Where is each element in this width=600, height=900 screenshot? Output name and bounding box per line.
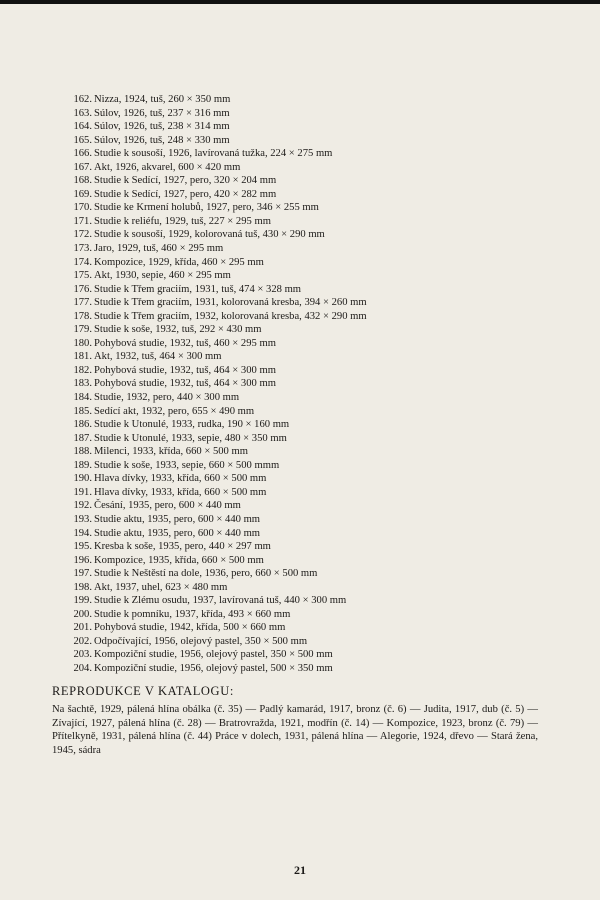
catalog-entry xyxy=(60,648,580,662)
catalog-entry-text: Studie k pomníku, 1937, křída, 493 × 660 mm xyxy=(94,608,291,620)
catalog-entry xyxy=(60,594,580,608)
catalog-entry-number: 183. xyxy=(73,378,92,390)
catalog-entry-number: 191. xyxy=(73,486,92,498)
catalog-entry-number: 171. xyxy=(73,215,92,227)
catalog-entry-text: Studie k soše, 1933, sepie, 660 × 500 mmm xyxy=(94,459,280,471)
catalog-entry-text: Pohybová studie, 1932, tuš, 460 × 295 mm xyxy=(94,337,276,349)
catalog-entry-number: 195. xyxy=(73,541,92,553)
catalog-entry-number: 172. xyxy=(73,229,92,241)
catalog-entry-text: Súlov, 1926, tuš, 248 × 330 mm xyxy=(94,134,230,146)
catalog-entry-text: Pohybová studie, 1932, tuš, 464 × 300 mm xyxy=(94,364,276,376)
catalog-entry-text: Studie k Utonulé, 1933, rudka, 190 × 160 mm xyxy=(94,419,290,431)
catalog-entry xyxy=(60,486,580,500)
catalog-entry-text: Súlov, 1926, tuš, 237 × 316 mm xyxy=(94,107,230,119)
reproductions-text: Na šachtě, 1929, pálená hlína obálka (č. 35) — Padlý kamarád, 1917, bronz (č. 6) — Judita, 1917, dub (č. 5) — Zívající, 1927, pálená hlína (č. 28) — Bratrovražda, 1921, modřín (č. 14) — Kompozice, 1923, bronz (č. 79) — Přítelkyně, 1931, pálená hlína (č. 44) Práce v dolech, 1931, pálená hlína — Alegorie, 1924, dřevo — Stará žena, 1945, sádra xyxy=(52,704,538,756)
catalog-entry-number: 168. xyxy=(73,175,92,187)
catalog-entry xyxy=(60,405,580,419)
catalog-entry-text: Studie k sousoší, 1929, kolorovaná tuš, 430 × 290 mm xyxy=(94,229,325,241)
catalog-entry-number: 199. xyxy=(73,595,92,607)
catalog-entry-number: 185. xyxy=(73,405,92,417)
catalog-list xyxy=(60,93,580,676)
page-number: 21 xyxy=(294,863,306,877)
catalog-entry-number: 176. xyxy=(73,283,92,295)
catalog-entry-number: 170. xyxy=(73,202,92,214)
catalog-entry-text: Hlava dívky, 1933, křída, 660 × 500 mm xyxy=(94,486,267,498)
catalog-entry xyxy=(60,256,580,270)
catalog-entry-text: Sedící akt, 1932, pero, 655 × 490 mm xyxy=(94,405,255,417)
catalog-entry xyxy=(60,364,580,378)
catalog-entry xyxy=(60,459,580,473)
catalog-entry xyxy=(60,499,580,513)
catalog-entry-text: Studie k soše, 1932, tuš, 292 × 430 mm xyxy=(94,324,262,336)
catalog-entry-text: Česání, 1935, pero, 600 × 440 mm xyxy=(94,500,241,512)
catalog-entry xyxy=(60,608,580,622)
catalog-entry-number: 189. xyxy=(73,459,92,471)
catalog-entry-text: Akt, 1937, uhel, 623 × 480 mm xyxy=(94,581,228,593)
catalog-entry xyxy=(60,296,580,310)
catalog-entry-text: Nizza, 1924, tuš, 260 × 350 mm xyxy=(94,94,231,105)
catalog-entry-number: 165. xyxy=(73,134,92,146)
catalog-entry-number: 187. xyxy=(73,432,92,444)
catalog-entry xyxy=(60,269,580,283)
catalog-entry xyxy=(60,581,580,595)
catalog-entry-text: Studie aktu, 1935, pero, 600 × 440 mm xyxy=(94,527,261,539)
catalog-entry xyxy=(60,107,580,121)
catalog-entry-text: Kompozice, 1935, křída, 660 × 500 mm xyxy=(94,554,264,566)
catalog-entry xyxy=(60,134,580,148)
catalog-entry-number: 177. xyxy=(73,297,92,309)
catalog-entry xyxy=(60,377,580,391)
catalog-entry-text: Pohybová studie, 1942, křída, 500 × 660 mm xyxy=(94,622,286,634)
top-edge-bar xyxy=(0,0,600,4)
catalog-entry xyxy=(60,567,580,581)
catalog-entry-text: Akt, 1926, akvarel, 600 × 420 mm xyxy=(94,161,241,173)
catalog-entry xyxy=(60,554,580,568)
catalog-entry-number: 186. xyxy=(73,419,92,431)
catalog-entry-text: Kompoziční studie, 1956, olejový pastel, 500 × 350 mm xyxy=(94,662,333,674)
catalog-entry xyxy=(60,391,580,405)
catalog-entry xyxy=(60,188,580,202)
catalog-entry xyxy=(60,283,580,297)
reproductions-heading: REPRODUKCE V KATALOGU: xyxy=(52,684,234,698)
catalog-entry-text: Studie, 1932, pero, 440 × 300 mm xyxy=(94,392,240,404)
catalog-entry-text: Súlov, 1926, tuš, 238 × 314 mm xyxy=(94,121,230,133)
catalog-entry-text: Odpočívající, 1956, olejový pastel, 350 × 500 mm xyxy=(94,635,308,647)
catalog-entry-number: 203. xyxy=(73,649,92,661)
catalog-entry-number: 201. xyxy=(73,622,92,634)
catalog-entry-number: 163. xyxy=(73,107,92,119)
catalog-entry xyxy=(60,540,580,554)
catalog-entry-number: 194. xyxy=(73,527,92,539)
catalog-entry-text: Studie k Neštěstí na dole, 1936, pero, 660 × 500 mm xyxy=(94,568,318,580)
catalog-entry-number: 197. xyxy=(73,568,92,580)
catalog-entry xyxy=(60,445,580,459)
catalog-entry xyxy=(60,201,580,215)
catalog-entry-number: 198. xyxy=(73,581,92,593)
catalog-entry-text: Studie k Třem graciím, 1931, kolorovaná kresba, 394 × 260 mm xyxy=(94,297,367,309)
catalog-entry-text: Studie aktu, 1935, pero, 600 × 440 mm xyxy=(94,513,261,525)
catalog-entry-text: Hlava dívky, 1933, křída, 660 × 500 mm xyxy=(94,473,267,485)
catalog-entry xyxy=(60,662,580,676)
catalog-entry-text: Akt, 1930, sepie, 460 × 295 mm xyxy=(94,270,231,282)
catalog-entry-number: 184. xyxy=(73,392,92,404)
catalog-entry-number: 178. xyxy=(73,310,92,322)
catalog-entry-number: 179. xyxy=(73,324,92,336)
catalog-entry-text: Kompozice, 1929, křída, 460 × 295 mm xyxy=(94,256,264,268)
catalog-entry-number: 188. xyxy=(73,446,92,458)
catalog-entry-text: Kompoziční studie, 1956, olejový pastel, 350 × 500 mm xyxy=(94,649,333,661)
catalog-entry xyxy=(60,635,580,649)
catalog-entry xyxy=(60,228,580,242)
catalog-entry-number: 174. xyxy=(73,256,92,268)
catalog-entry-number: 196. xyxy=(73,554,92,566)
catalog-entry-text: Studie k Sedící, 1927, pero, 320 × 204 mm xyxy=(94,175,277,187)
catalog-entry-number: 175. xyxy=(73,270,92,282)
catalog-entry-text: Studie k Sedící, 1927, pero, 420 × 282 mm xyxy=(94,188,277,200)
catalog-entry-number: 202. xyxy=(73,635,92,647)
catalog-entry xyxy=(60,323,580,337)
catalog-entry-text: Studie k Třem graciím, 1931, tuš, 474 × 328 mm xyxy=(94,283,302,295)
catalog-entry-number: 192. xyxy=(73,500,92,512)
catalog-entry xyxy=(60,337,580,351)
catalog-entry-text: Jaro, 1929, tuš, 460 × 295 mm xyxy=(94,243,224,255)
catalog-entry xyxy=(60,621,580,635)
catalog-entry xyxy=(60,242,580,256)
catalog-entry-text: Kresba k soše, 1935, pero, 440 × 297 mm xyxy=(94,541,271,553)
catalog-entry-text: Studie k Třem graciím, 1932, kolorovaná kresba, 432 × 290 mm xyxy=(94,310,367,322)
catalog-entry xyxy=(60,161,580,175)
catalog-entry-number: 182. xyxy=(73,364,92,376)
catalog-entry xyxy=(60,432,580,446)
catalog-entry-number: 193. xyxy=(73,513,92,525)
catalog-entry xyxy=(60,215,580,229)
catalog-entry-number: 190. xyxy=(73,473,92,485)
catalog-entry-text: Akt, 1932, tuš, 464 × 300 mm xyxy=(94,351,222,363)
catalog-entry xyxy=(60,120,580,134)
catalog-entry xyxy=(60,93,580,107)
catalog-entry xyxy=(60,310,580,324)
catalog-entry-number: 169. xyxy=(73,188,92,200)
catalog-entry-number: 200. xyxy=(73,608,92,620)
catalog-entry-text: Pohybová studie, 1932, tuš, 464 × 300 mm xyxy=(94,378,276,390)
catalog-entry-text: Studie ke Krmení holubů, 1927, pero, 346 × 255 mm xyxy=(94,202,319,214)
catalog-entry xyxy=(60,174,580,188)
catalog-entry-text: Studie k reliéfu, 1929, tuš, 227 × 295 mm xyxy=(94,215,271,227)
catalog-entry xyxy=(60,418,580,432)
catalog-entry-number: 173. xyxy=(73,243,92,255)
catalog-entry-number: 166. xyxy=(73,148,92,160)
catalog-entry-number: 204. xyxy=(73,662,92,674)
catalog-entry-number: 180. xyxy=(73,337,92,349)
catalog-entry-text: Studie k sousoší, 1926, lavírovaná tužka, 224 × 275 mm xyxy=(94,148,333,160)
catalog-entry-number: 181. xyxy=(73,351,92,363)
catalog-entry xyxy=(60,350,580,364)
catalog-entry-number: 167. xyxy=(73,161,92,173)
catalog-entry xyxy=(60,147,580,161)
catalog-entry-text: Studie k Utonulé, 1933, sepie, 480 × 350 mm xyxy=(94,432,287,444)
catalog-entry-text: Studie k Zlému osudu, 1937, lavírovaná tuš, 440 × 300 mm xyxy=(94,595,347,607)
catalog-entry-text: Milenci, 1933, křída, 660 × 500 mm xyxy=(94,446,248,458)
catalog-entry-number: 164. xyxy=(73,121,92,133)
catalog-entry-number: 162. xyxy=(73,94,92,105)
catalog-entry xyxy=(60,527,580,541)
catalog-entry xyxy=(60,513,580,527)
catalog-entry xyxy=(60,472,580,486)
